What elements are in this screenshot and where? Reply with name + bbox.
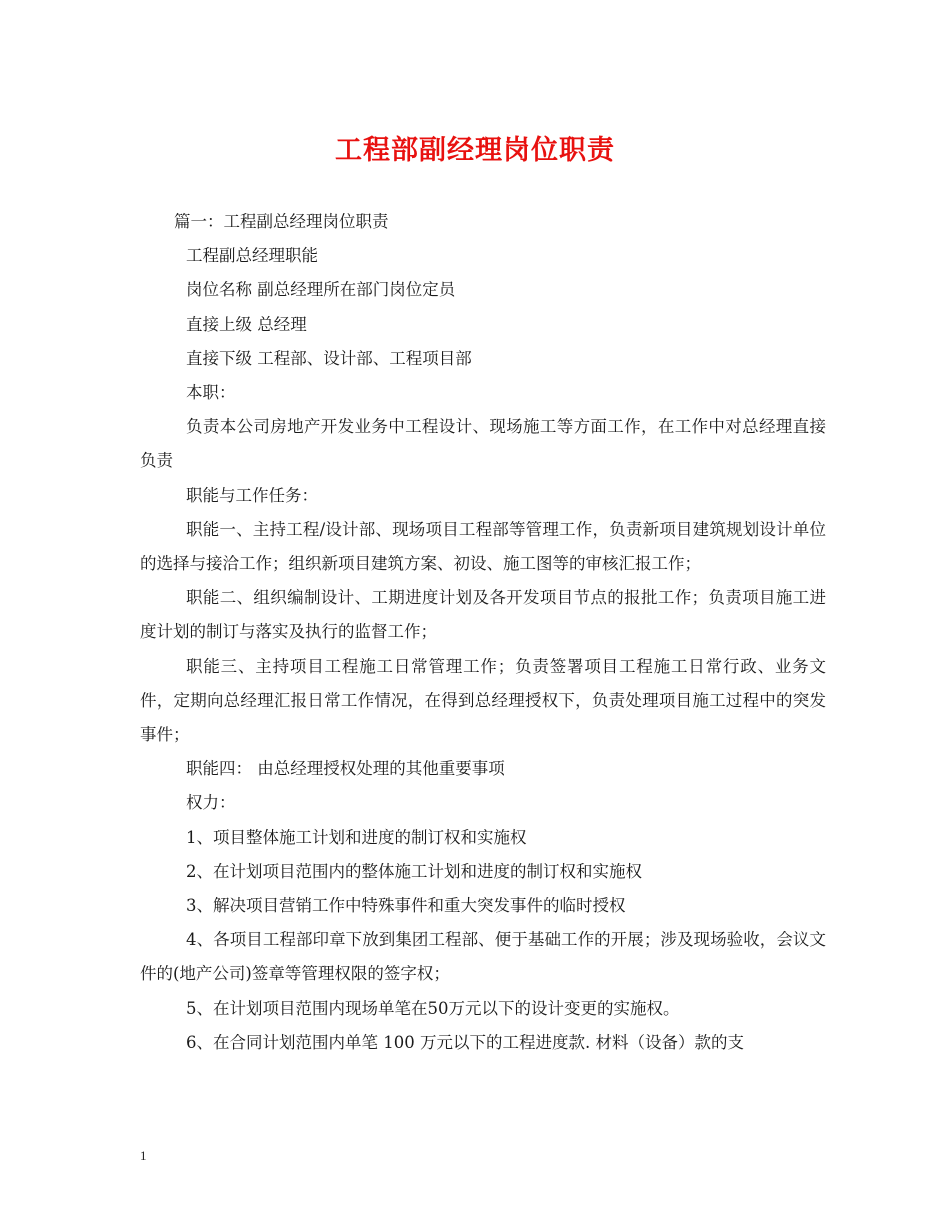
paragraph-power-5: 5、在计划项目范围内现场单笔在50万元以下的设计变更的实施权。 — [186, 998, 680, 1018]
paragraph-power-3: 3、解决项目营销工作中特殊事件和重大突发事件的临时授权 — [186, 896, 626, 916]
paragraph-direct-subordinate: 直接下级 工程部、设计部、工程项目部 — [186, 348, 472, 368]
paragraph-duty-text: 负责本公司房地产开发业务中工程设计、现场施工等方面工作，在工作中对总经理直接负责 — [140, 417, 826, 471]
paragraph-subtitle: 工程副总经理职能 — [186, 246, 318, 266]
paragraph-function-4: 职能四： 由总经理授权处理的其他重要事项 — [186, 759, 505, 779]
paragraph-power-1: 1、项目整体施工计划和进度的制订权和实施权 — [186, 827, 527, 847]
paragraph-position-name: 岗位名称 副总经理所在部门岗位定员 — [186, 280, 456, 300]
paragraph-power-6: 6、在合同计划范围内单笔 100 万元以下的工程进度款. 材料（设备）款的支 — [186, 1032, 744, 1052]
paragraph-functions-heading: 职能与工作任务： — [186, 485, 318, 505]
paragraph-duty-heading: 本职： — [186, 383, 236, 403]
paragraph-section-heading: 篇一：工程副总经理岗位职责 — [174, 212, 389, 231]
paragraph-power-2: 2、在计划项目范围内的整体施工计划和进度的制订权和实施权 — [186, 861, 642, 881]
paragraph-function-2: 职能二、组织编制设计、工期进度计划及各开发项目节点的报批工作；负责项目施工进度计划的制订与落实及执行的监督工作； — [140, 588, 826, 642]
paragraph-function-3: 职能三、主持项目工程施工日常管理工作；负责签署项目工程施工日常行政、业务文件，定期向总经理汇报日常工作情况，在得到总经理授权下，负责处理项目施工过程中的突发事件； — [140, 656, 826, 745]
document-body — [140, 205, 826, 1060]
page-number: 1 — [140, 1148, 147, 1163]
paragraph-direct-superior: 直接上级 总经理 — [186, 314, 307, 334]
paragraph-powers-heading: 权力： — [186, 793, 236, 813]
paragraph-function-1: 职能一、主持工程/设计部、现场项目工程部等管理工作，负责新项目建筑规划设计单位的选择与接洽工作；组织新项目建筑方案、初设、施工图等的审核汇报工作； — [140, 519, 826, 574]
document-title: 工程部副经理岗位职责 — [335, 135, 615, 166]
paragraph-power-4: 4、各项目工程部印章下放到集团工程部、便于基础工作的开展；涉及现场验收，会议文件的(地产公司)签章等管理权限的签字权； — [140, 930, 826, 984]
